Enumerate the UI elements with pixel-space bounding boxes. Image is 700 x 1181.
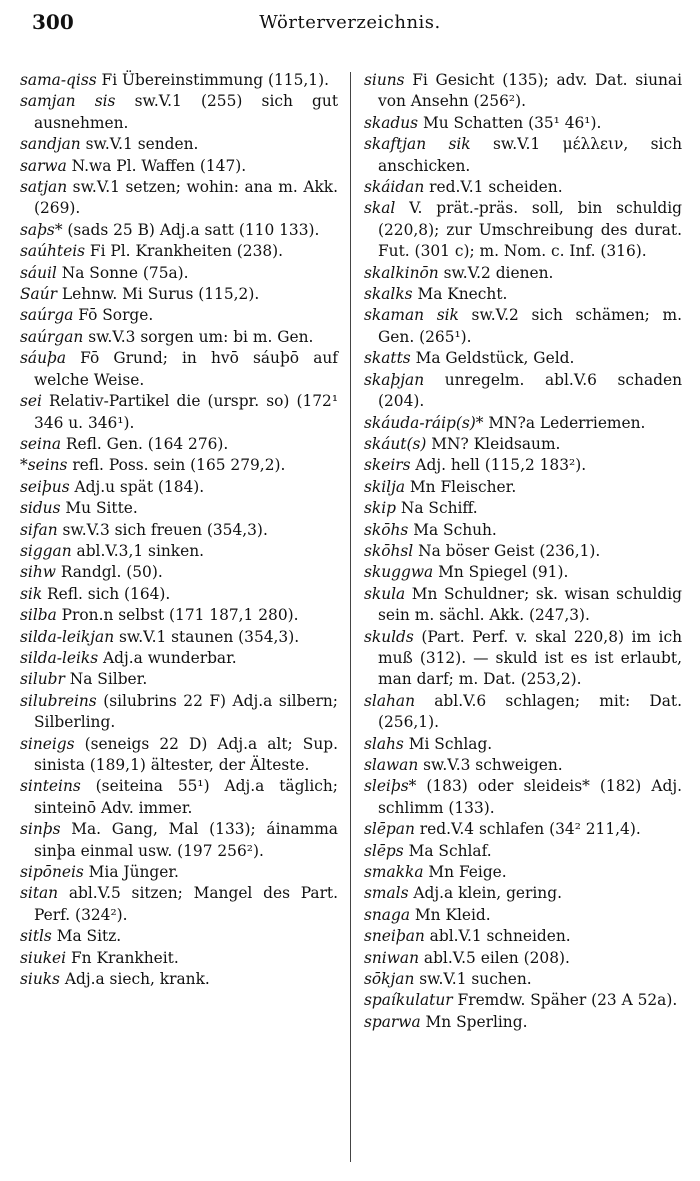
entry-headword: skaman sik bbox=[364, 306, 459, 325]
dictionary-entry bbox=[20, 327, 338, 348]
entry-definition: abl.V.5 sitzen; Mangel des Part. Perf. (324²). bbox=[34, 884, 338, 924]
entry-definition: sw.V.2 sich schämen; m. Gen. (265¹). bbox=[378, 306, 682, 346]
entry-definition: Mu Schatten (35¹ 46¹). bbox=[418, 113, 602, 132]
entry-definition: (Part. Perf. v. skal 220,8) im ich muß (312). — skuld ist es ist erlaubt, man darf; m. Dat. (253,2). bbox=[378, 627, 682, 689]
entry-headword: saúrga bbox=[20, 306, 74, 325]
entry-headword: slēpan bbox=[364, 820, 415, 839]
entry-definition: sw.V.2 dienen. bbox=[438, 263, 554, 282]
entry-headword: sneiþan bbox=[364, 927, 425, 946]
entry-headword: sinteins bbox=[20, 777, 81, 796]
entry-headword: sik bbox=[20, 584, 43, 603]
dictionary-entry bbox=[364, 434, 682, 455]
entry-headword: sáuþa bbox=[20, 349, 67, 368]
entry-definition: Mn Schuldner; sk. wisan schuldig sein m. sächl. Akk. (247,3). bbox=[378, 584, 682, 625]
entry-definition: Mn Kleid. bbox=[410, 905, 491, 924]
dictionary-entry bbox=[20, 477, 338, 498]
entry-definition: Mn Fleischer. bbox=[405, 477, 517, 496]
entry-definition: abl.V.1 schneiden. bbox=[424, 927, 571, 946]
entry-headword: slahan bbox=[364, 691, 415, 710]
entry-definition: Na Schiff. bbox=[396, 499, 478, 518]
entry-definition: (seiteina 55¹) Adj.a täglich; sinteinō Adv. immer. bbox=[34, 777, 338, 817]
dictionary-entry bbox=[364, 969, 682, 990]
entry-headword: smakka bbox=[364, 863, 424, 882]
entry-definition: sw.V.1 μέλλειν, sich anschicken. bbox=[378, 135, 683, 175]
dictionary-entry bbox=[20, 284, 338, 305]
entry-definition: Mia Jünger. bbox=[83, 863, 179, 882]
entry-headword: satjan bbox=[20, 178, 68, 197]
entry-definition: Mn Spiegel (91). bbox=[433, 563, 569, 582]
entry-headword: sarwa bbox=[20, 156, 67, 175]
dictionary-entry bbox=[20, 562, 338, 583]
entry-headword: skōhsl bbox=[364, 541, 414, 560]
entry-headword: sitls bbox=[20, 927, 52, 946]
dictionary-entry bbox=[20, 883, 338, 926]
dictionary-entry bbox=[20, 498, 338, 519]
entry-definition: Fō Sorge. bbox=[73, 306, 154, 325]
dictionary-entry bbox=[20, 862, 338, 883]
dictionary-entry bbox=[20, 648, 338, 669]
entry-headword: skilja bbox=[364, 477, 406, 496]
dictionary-entry bbox=[20, 177, 338, 220]
dictionary-entry bbox=[20, 691, 338, 734]
entry-headword: skáuda-ráip(s)* bbox=[364, 413, 484, 432]
entry-definition: Fi Gesicht (135); adv. Dat. siunai von Ansehn (256²). bbox=[378, 71, 682, 111]
entry-definition: Fō Grund; in hvō sáuþō auf welche Weise. bbox=[34, 349, 338, 389]
entry-definition: Lehnw. Mi Surus (115,2). bbox=[57, 285, 260, 304]
entry-headword: skōhs bbox=[364, 520, 409, 539]
entry-definition: sw.V.3 schweigen. bbox=[418, 756, 563, 774]
dictionary-entry bbox=[364, 263, 682, 284]
entry-headword: sniwan bbox=[364, 948, 419, 967]
entry-definition: abl.V.3,1 sinken. bbox=[71, 541, 205, 560]
entry-definition: Refl. sich (164). bbox=[42, 584, 171, 603]
entry-headword: skal bbox=[364, 199, 396, 218]
dictionary-entry bbox=[364, 113, 682, 134]
entry-definition: Adj.a siech, krank. bbox=[59, 970, 210, 989]
entry-headword: skip bbox=[364, 499, 396, 518]
entry-headword: skaftjan sik bbox=[364, 135, 471, 154]
entry-definition: Pron.n selbst (171 187,1 280). bbox=[56, 606, 299, 625]
entry-headword: skulds bbox=[364, 627, 414, 646]
entry-headword: silubreins bbox=[20, 691, 97, 710]
dictionary-entry bbox=[364, 348, 682, 369]
entry-definition: Mu Sitte. bbox=[60, 499, 138, 518]
entry-definition: Ma Geldstück, Geld. bbox=[410, 349, 575, 368]
entry-definition: Randgl. (50). bbox=[55, 563, 163, 582]
entry-definition: Fremdw. Späher (23 A 52a). bbox=[452, 991, 678, 1010]
entry-definition: unregelm. abl.V.6 schaden (204). bbox=[378, 370, 682, 411]
entry-headword: samjan sis bbox=[20, 92, 116, 111]
entry-definition: Relativ-Partikel die (urspr. so) (172¹ 346 u. 346¹). bbox=[34, 392, 338, 432]
entry-headword: sáuil bbox=[20, 263, 57, 282]
entry-headword: sidus bbox=[20, 499, 61, 518]
dictionary-entry bbox=[364, 734, 682, 755]
entry-headword: skatts bbox=[364, 349, 411, 368]
page-title: Wörterverzeichnis. bbox=[259, 12, 441, 33]
entry-headword: skáidan bbox=[364, 178, 425, 197]
dictionary-entry bbox=[364, 905, 682, 926]
dictionary-entry bbox=[20, 134, 338, 155]
dictionary-entry bbox=[20, 156, 338, 177]
entry-headword: *seins bbox=[20, 456, 68, 475]
dictionary-entry bbox=[20, 391, 338, 434]
entry-definition: (silubrins 22 F) Adj.a silbern; Silberling. bbox=[34, 691, 338, 732]
entry-definition: sw.V.1 (255) sich gut ausnehmen. bbox=[34, 92, 339, 132]
dictionary-entry bbox=[364, 134, 682, 177]
entry-headword: sinþs bbox=[20, 820, 61, 839]
dictionary-entry bbox=[20, 520, 338, 541]
entry-headword: sifan bbox=[20, 520, 58, 539]
dictionary-entry bbox=[364, 1012, 682, 1033]
dictionary-entry bbox=[364, 477, 682, 498]
entry-definition: sw.V.1 suchen. bbox=[414, 970, 532, 989]
entry-headword: sitan bbox=[20, 884, 59, 903]
entry-headword: seina bbox=[20, 434, 62, 453]
entry-definition: Na Silber. bbox=[64, 670, 148, 689]
entry-headword: snaga bbox=[364, 905, 411, 924]
entry-definition: red.V.1 scheiden. bbox=[424, 178, 563, 197]
dictionary-entry bbox=[20, 348, 338, 391]
entry-definition: (sads 25 B) Adj.a satt (110 133). bbox=[62, 220, 320, 239]
entry-headword: Saúr bbox=[20, 285, 57, 304]
dictionary-entry bbox=[20, 91, 338, 134]
dictionary-entry bbox=[364, 862, 682, 883]
entry-definition: Mn Feige. bbox=[423, 863, 507, 882]
entry-headword: siukei bbox=[20, 948, 67, 967]
dictionary-entry bbox=[20, 263, 338, 284]
entry-definition: refl. Poss. sein (165 279,2). bbox=[67, 456, 286, 475]
dictionary-entry bbox=[364, 819, 682, 840]
dictionary-entry bbox=[20, 926, 338, 947]
entry-headword: silubr bbox=[20, 670, 65, 689]
dictionary-entry bbox=[20, 734, 338, 777]
dictionary-entry bbox=[364, 990, 682, 1011]
dictionary-entry bbox=[364, 413, 682, 434]
dictionary-entry bbox=[20, 605, 338, 626]
dictionary-entry bbox=[364, 841, 682, 862]
dictionary-entry bbox=[364, 584, 682, 627]
entry-definition: sw.V.3 sich freuen (354,3). bbox=[57, 520, 268, 539]
entry-headword: skalks bbox=[364, 285, 413, 304]
entry-headword: spaíkulatur bbox=[364, 991, 453, 1010]
entry-definition: MN?a Lederriemen. bbox=[483, 413, 646, 432]
entry-headword: siggan bbox=[20, 541, 72, 560]
entry-headword: seiþus bbox=[20, 477, 70, 496]
entry-headword: silba bbox=[20, 606, 57, 625]
entry-headword: saúrgan bbox=[20, 327, 84, 346]
left-column bbox=[20, 70, 338, 990]
entry-headword: slēps bbox=[364, 841, 404, 860]
entry-definition: Adj.a wunderbar. bbox=[98, 648, 237, 667]
entry-headword: sineigs bbox=[20, 734, 75, 753]
entry-headword: siuns bbox=[364, 71, 405, 89]
dictionary-entry bbox=[364, 562, 682, 583]
dictionary-entry bbox=[20, 305, 338, 326]
entry-headword: slawan bbox=[364, 756, 419, 774]
entry-headword: sipōneis bbox=[20, 863, 84, 882]
entry-headword: sihw bbox=[20, 563, 56, 582]
dictionary-entry bbox=[364, 198, 682, 262]
entry-definition: Adj.a klein, gering. bbox=[408, 884, 562, 903]
dictionary-entry bbox=[20, 70, 338, 91]
entry-headword: skalkinōn bbox=[364, 263, 439, 282]
dictionary-entry bbox=[364, 755, 682, 776]
entry-definition: sw.V.3 sorgen um: bi m. Gen. bbox=[83, 327, 314, 346]
entry-headword: sama-qiss bbox=[20, 71, 97, 89]
dictionary-entry bbox=[364, 370, 682, 413]
entry-definition: Ma Schuh. bbox=[408, 520, 497, 539]
dictionary-entry bbox=[20, 669, 338, 690]
entry-definition: Ma Knecht. bbox=[412, 285, 508, 304]
dictionary-entry bbox=[364, 691, 682, 734]
entry-headword: skula bbox=[364, 584, 406, 603]
entry-definition: Ma Schlaf. bbox=[403, 841, 492, 860]
entry-headword: smals bbox=[364, 884, 409, 903]
entry-definition: (183) oder sleideis* (182) Adj. schlimm (133). bbox=[378, 777, 682, 817]
entry-headword: sei bbox=[20, 392, 42, 411]
entry-definition: Ma Sitz. bbox=[51, 927, 122, 946]
dictionary-entry bbox=[20, 434, 338, 455]
entry-definition: Na Sonne (75a). bbox=[56, 263, 189, 282]
entry-headword: sōkjan bbox=[364, 970, 415, 989]
entry-definition: (seneigs 22 D) Adj.a alt; Sup. sinista (189,1) ältester, der Älteste. bbox=[34, 734, 338, 774]
entry-headword: skuggwa bbox=[364, 563, 434, 582]
dictionary-entry bbox=[364, 70, 682, 113]
entry-definition: Fi Pl. Krankheiten (238). bbox=[85, 242, 284, 261]
entry-headword: skadus bbox=[364, 113, 419, 132]
dictionary-entry bbox=[364, 948, 682, 969]
entry-definition: Mn Sperling. bbox=[420, 1012, 528, 1031]
dictionary-entry bbox=[364, 284, 682, 305]
dictionary-entry bbox=[364, 520, 682, 541]
entry-definition: N.wa Pl. Waffen (147). bbox=[66, 156, 247, 175]
entry-headword: skaþjan bbox=[364, 370, 425, 389]
dictionary-entry bbox=[20, 627, 338, 648]
column-divider bbox=[350, 72, 351, 1162]
dictionary-entry bbox=[20, 220, 338, 241]
entry-definition: sw.V.1 staunen (354,3). bbox=[114, 627, 300, 646]
entry-definition: red.V.4 schlafen (34² 211,4). bbox=[414, 820, 641, 839]
entry-headword: slahs bbox=[364, 734, 404, 753]
entry-headword: saúhteis bbox=[20, 242, 86, 261]
entry-definition: abl.V.6 schlagen; mit: Dat. (256,1). bbox=[378, 691, 682, 732]
entry-headword: sparwa bbox=[364, 1012, 421, 1031]
entry-headword: siuks bbox=[20, 970, 60, 989]
dictionary-entry bbox=[20, 541, 338, 562]
dictionary-entry bbox=[364, 498, 682, 519]
entry-definition: Fn Krankheit. bbox=[66, 948, 179, 967]
entry-headword: skeirs bbox=[364, 456, 411, 475]
entry-headword: sleiþs* bbox=[364, 777, 417, 796]
dictionary-entry bbox=[364, 305, 682, 348]
dictionary-entry bbox=[364, 627, 682, 691]
dictionary-entry bbox=[364, 455, 682, 476]
entry-definition: Adj.u spät (184). bbox=[69, 477, 205, 496]
entry-headword: silda-leiks bbox=[20, 648, 99, 667]
entry-definition: sw.V.1 setzen; wohin: ana m. Akk. (269). bbox=[34, 178, 338, 218]
dictionary-entry bbox=[20, 241, 338, 262]
dictionary-entry bbox=[20, 584, 338, 605]
entry-definition: Mi Schlag. bbox=[403, 734, 493, 753]
dictionary-entry bbox=[364, 776, 682, 819]
dictionary-entry bbox=[364, 541, 682, 562]
page-header bbox=[0, 10, 700, 40]
right-column bbox=[364, 70, 682, 1033]
entry-definition: V. prät.-präs. soll, bin schuldig (220,8); zur Umschreibung des durat. Fut. (301 c); m. Nom. c. Inf. (316). bbox=[378, 199, 682, 261]
entry-headword: silda-leikjan bbox=[20, 627, 115, 646]
dictionary-entry bbox=[20, 969, 338, 990]
entry-headword: skáut(s) bbox=[364, 434, 427, 453]
dictionary-entry bbox=[364, 926, 682, 947]
entry-definition: MN? Kleidsaum. bbox=[426, 434, 561, 453]
entry-definition: Adj. hell (115,2 183²). bbox=[410, 456, 587, 475]
entry-definition: Refl. Gen. (164 276). bbox=[61, 434, 229, 453]
dictionary-entry bbox=[364, 883, 682, 904]
entry-headword: sandjan bbox=[20, 135, 81, 154]
dictionary-entry bbox=[20, 948, 338, 969]
page-number: 300 bbox=[32, 10, 74, 34]
dictionary-entry bbox=[20, 455, 338, 476]
entry-definition: Na böser Geist (236,1). bbox=[413, 541, 601, 560]
entry-definition: Fi Übereinstimmung (115,1). bbox=[96, 71, 329, 89]
dictionary-entry bbox=[20, 776, 338, 819]
entry-definition: Ma. Gang, Mal (133); áinamma sinþa einmal usw. (197 256²). bbox=[34, 820, 338, 860]
dictionary-entry bbox=[20, 819, 338, 862]
entry-definition: abl.V.5 eilen (208). bbox=[419, 948, 570, 967]
entry-definition: sw.V.1 senden. bbox=[80, 135, 199, 154]
entry-headword: saþs* bbox=[20, 220, 63, 239]
dictionary-entry bbox=[364, 177, 682, 198]
